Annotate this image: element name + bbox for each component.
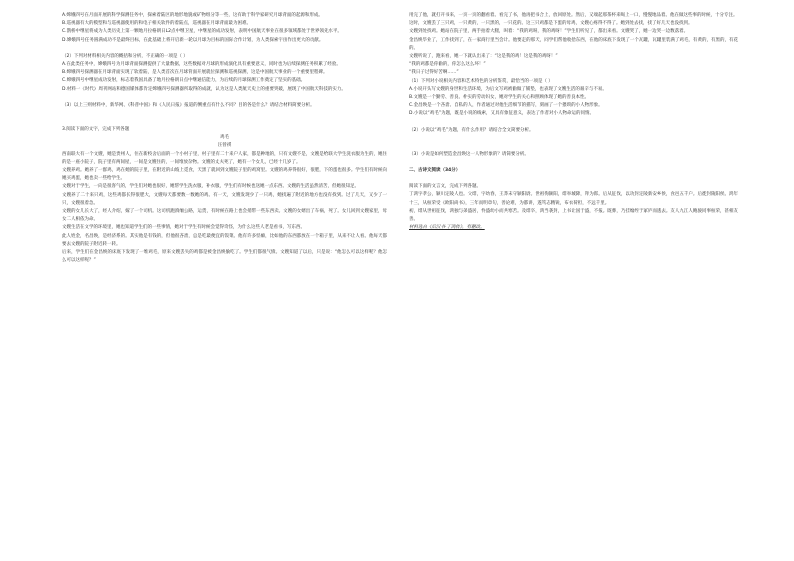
left-column <box>62 12 387 265</box>
right-paragraph: A.小说开头写文嫂的身世和生活环境，为后文写鸡被偷做了铺垫，也表现了文嫂生活的艰辛与不易。 <box>409 86 607 92</box>
left-paragraph: （3）以上三则材料中，新华网、《科普中国》和《人民日报》报道的侧重点有什么不同？目的各是什么？请结合材料简要分析。 <box>62 102 315 108</box>
left-paragraph: A.在此类任务中，嫦娥四号为月球背面探测提供了大量数据，这些数据对月球的形成演化具有重要意义，同时也为后续探测任务积累了经验。 <box>62 62 341 68</box>
left-paragraph: B.巡视器有大的模型和与巡视器使用的和电子相关软件的着陆点，巡视器在月球背面最为困难。 <box>62 21 252 27</box>
left-paragraph: B.嫦娥四号探测器在月球背面实现了软着陆，是人类首次在月球背面开展就位探测和巡视探测，这是中国航天事业的一个重要里程碑。 <box>62 70 328 76</box>
right-paragraph: 用完了他，就打开书来，一页一页的翻看着。看完了书，他再把书合上，放回原处。然后，又端起那茶杯来喝上一口，慢慢地品着。他在做这些事的时候，十分专注。 <box>409 13 738 18</box>
spacer <box>62 118 387 126</box>
right-paragraph: 初，绯从世祖征伐，鸿独与弟盛居，怜盛幼小而共寒苦。及绯卒，鸿当袭封，上书让国于盛，不报。既葬，乃挂缞绖于冢庐而逃去。友人九江人鲍骏同事桓荣，甚相友善。 <box>409 208 738 223</box>
right-paragraph: 阅读下面的文言文，完成下列各题。 <box>409 184 481 190</box>
left-paragraph: 文嫂对于学生，一向是很客气的，学生们对她也很好，她帮学生洗衣服，补衣服，学生们有时候也送她一点东西。文嫂的生活虽然清苦，但她很知足。 <box>62 184 359 190</box>
left-paragraph: 此人姓金，名昌焕，是经济系的。其实他是有钱的，但他很吝啬，总是吃最便宜的饭菜。他有许多怪癖，比如他的东西都放在一个箱子里，从来不让人看。他每天都要去文嫂的院子附近转一转。 <box>62 233 387 247</box>
left-paragraph: 西南联大有一个文嫂，她是贵州人，住在新校舍后面的一个小村子里，村子里有二十来户人家，都是种地的，只有文嫂不是，文嫂是给联大学生洗衣服为生的，她住的是一座小院子，院子里有两间屋，一间是文嫂住的，一间堆放杂物。文嫂的丈夫死了，她有一个女儿，已经十几岁了。 <box>62 151 387 165</box>
spacer <box>409 159 738 167</box>
right-paragraph: （3）小说是如何塑造金昌焕这一人物形象的？请简要分析。 <box>409 151 529 157</box>
right-paragraph: 这时，文嫂丢了三只鸡，一只黄的，一只黑的，一只花的。这三只鸡都是下蛋的母鸡，文嫂心疼得不得了。她到处去找，找了好几天也没找到。 <box>409 21 693 27</box>
left-paragraph: （2）下列对材料相关内容的概括和分析，不正确的一项是（ ） <box>62 53 188 59</box>
right-paragraph: “我的鸡都是你偷的，你怎么这么坏！” <box>409 62 486 68</box>
right-paragraph: B.文嫂是一个勤劳、善良、朴实的劳动妇女，她对学生的关心和照顾体现了她的善良本性。 <box>409 95 590 101</box>
right-paragraph: 二、古诗文阅读（34分） <box>409 168 461 174</box>
left-paragraph: 后来，学生们在金昌焕的床底下发现了一堆鸡毛，原来文嫂丢失的鸡都是被金昌焕偷吃了。学生们都很气愤。文嫂知道了以后，只是说：“他怎么可以这样呢？他怎么可以这样呢？” <box>62 250 387 264</box>
spacer <box>62 94 387 102</box>
left-paragraph: 鸡毛 <box>220 135 229 141</box>
spacer <box>62 45 387 53</box>
right-paragraph: “我日子过得好苦啊……” <box>409 70 459 76</box>
left-paragraph: D.材料一《时代》周刊网站和德国媒体都肯定嫦娥四号探测器所取得的成就，认为这是人类航天史上的重要突破，展现了中国航天科技的实力。 <box>62 86 346 92</box>
left-paragraph: 3.阅读下面的文字，完成下列各题 <box>62 127 130 133</box>
spacer <box>409 119 738 127</box>
spacer <box>409 143 738 151</box>
right-paragraph: 材料选自《后汉书·丁鸿传》，有删改。 <box>409 225 485 231</box>
left-paragraph: 汪曾祺 <box>217 143 232 149</box>
spacer <box>62 110 387 118</box>
right-paragraph: C.金昌焕是一个吝啬、自私的人，作者通过对他生活细节的描写，刻画了一个猥琐的小人物形象。 <box>409 103 603 109</box>
left-paragraph: C.鹊桥中继星将成为人类历史上第一颗地月拉格朗日L2点中继卫星，中继星的成功发射，表明中国航天事业在很多领域都处于世界领先水平。 <box>62 29 342 35</box>
left-paragraph: D.嫦娥四号任务圆满成功不是最终目标，在此基础上将开启新一轮以月球为目标的国际合作计划，为人类探索宇宙作出更大的贡献。 <box>62 37 324 43</box>
right-paragraph: 丁鸿字孝公，颍川定陵人也。父绯，字幼春，王莽末守颍阳尉。世祖徇颍阳，绯举城降，拜为郎。后从征伐，以功封定陵新安乡侯，食邑五千户。后徙封陵阳侯。鸿年十三，从桓荣受《欧阳尚书》，三年而明章句，善论难，为都讲，遂笃志精锐，布衣荷担，不远千里。 <box>409 192 738 206</box>
right-column <box>409 12 738 232</box>
right-paragraph: 文嫂到处找鸡。她站在院子里，两手拍着大腿，叫着：“我的鸡呀，我的鸡呀！”学生们听见了，都出来看。文嫂哭了，她一边哭一边数落着。 <box>409 29 689 35</box>
right-paragraph: 文嫂听说了，跑来看，她一下就认出来了：“这是我的鸡！这是我的鸡呀！” <box>409 54 558 60</box>
left-paragraph: C.嫦娥四号中继星成功发射，标志着我国具备了地月拉格朗日点中继通信能力，为后续的月球探测工作奠定了坚实的基础。 <box>62 78 306 84</box>
right-paragraph: 金昌焕毕业了，工作找到了，在一家商行里当会计。他要走的那天，同学们帮他收拾东西，在他的床底下发现了一个瓦罐，瓦罐里装满了鸡毛，有黄的，有黑的，有花的。 <box>409 37 738 51</box>
right-page <box>397 0 794 561</box>
right-paragraph: D.小说以“鸡毛”为题，既是小说的线索，又具有象征意义，表达了作者对小人物命运的同情。 <box>409 111 595 117</box>
left-paragraph: 文嫂生活在文学的环境里，她也知道学生们的一些事情，她对于学生有时候会觉得奇怪，为什么这些人老是看书，写东西。 <box>62 225 305 231</box>
left-paragraph: 文嫂养鸡。她养了一群鸡，鸡在她的院子里，在附近的山坡上觅食，天黑了就回到文嫂院子里的鸡窝里。文嫂的鸡养得很好，很肥，下的蛋也很多。学生们有时候向她买鸡蛋，她也卖一些给学生。 <box>62 168 387 182</box>
right-paragraph: （2）小说以“鸡毛”为题，有什么作用？请结合全文简要分析。 <box>409 127 534 133</box>
right-paragraph: （1）下列对小说相关内容和艺术特色的分析鉴赏，最恰当的一项是（ ） <box>409 78 553 84</box>
left-paragraph: 文嫂的女儿长大了，经人介绍，嫁了一个司机。这司机跑滇缅公路，运货，有时候在路上也会捎带一些东西卖。文嫂的女婿出了车祸，死了。女儿回到文嫂家里，母女二人相依为命。 <box>62 209 387 223</box>
left-paragraph: A.嫦娥四号在月面开展的科学探测任务中，探索着陆区的地形地貌或矿物组分等一些，这有助于科学家研究月球背面的起源和形成。 <box>62 13 323 18</box>
left-paragraph: 文嫂养了二十来只鸡，这些鸡都长得很肥大，文嫂每天都要数一数她的鸡。有一天，文嫂发现少了一只鸡，她找遍了附近的地方也没有找到。过了几天，又少了一只，文嫂很着急。 <box>62 192 387 206</box>
spacer <box>409 175 738 183</box>
spacer <box>409 135 738 143</box>
